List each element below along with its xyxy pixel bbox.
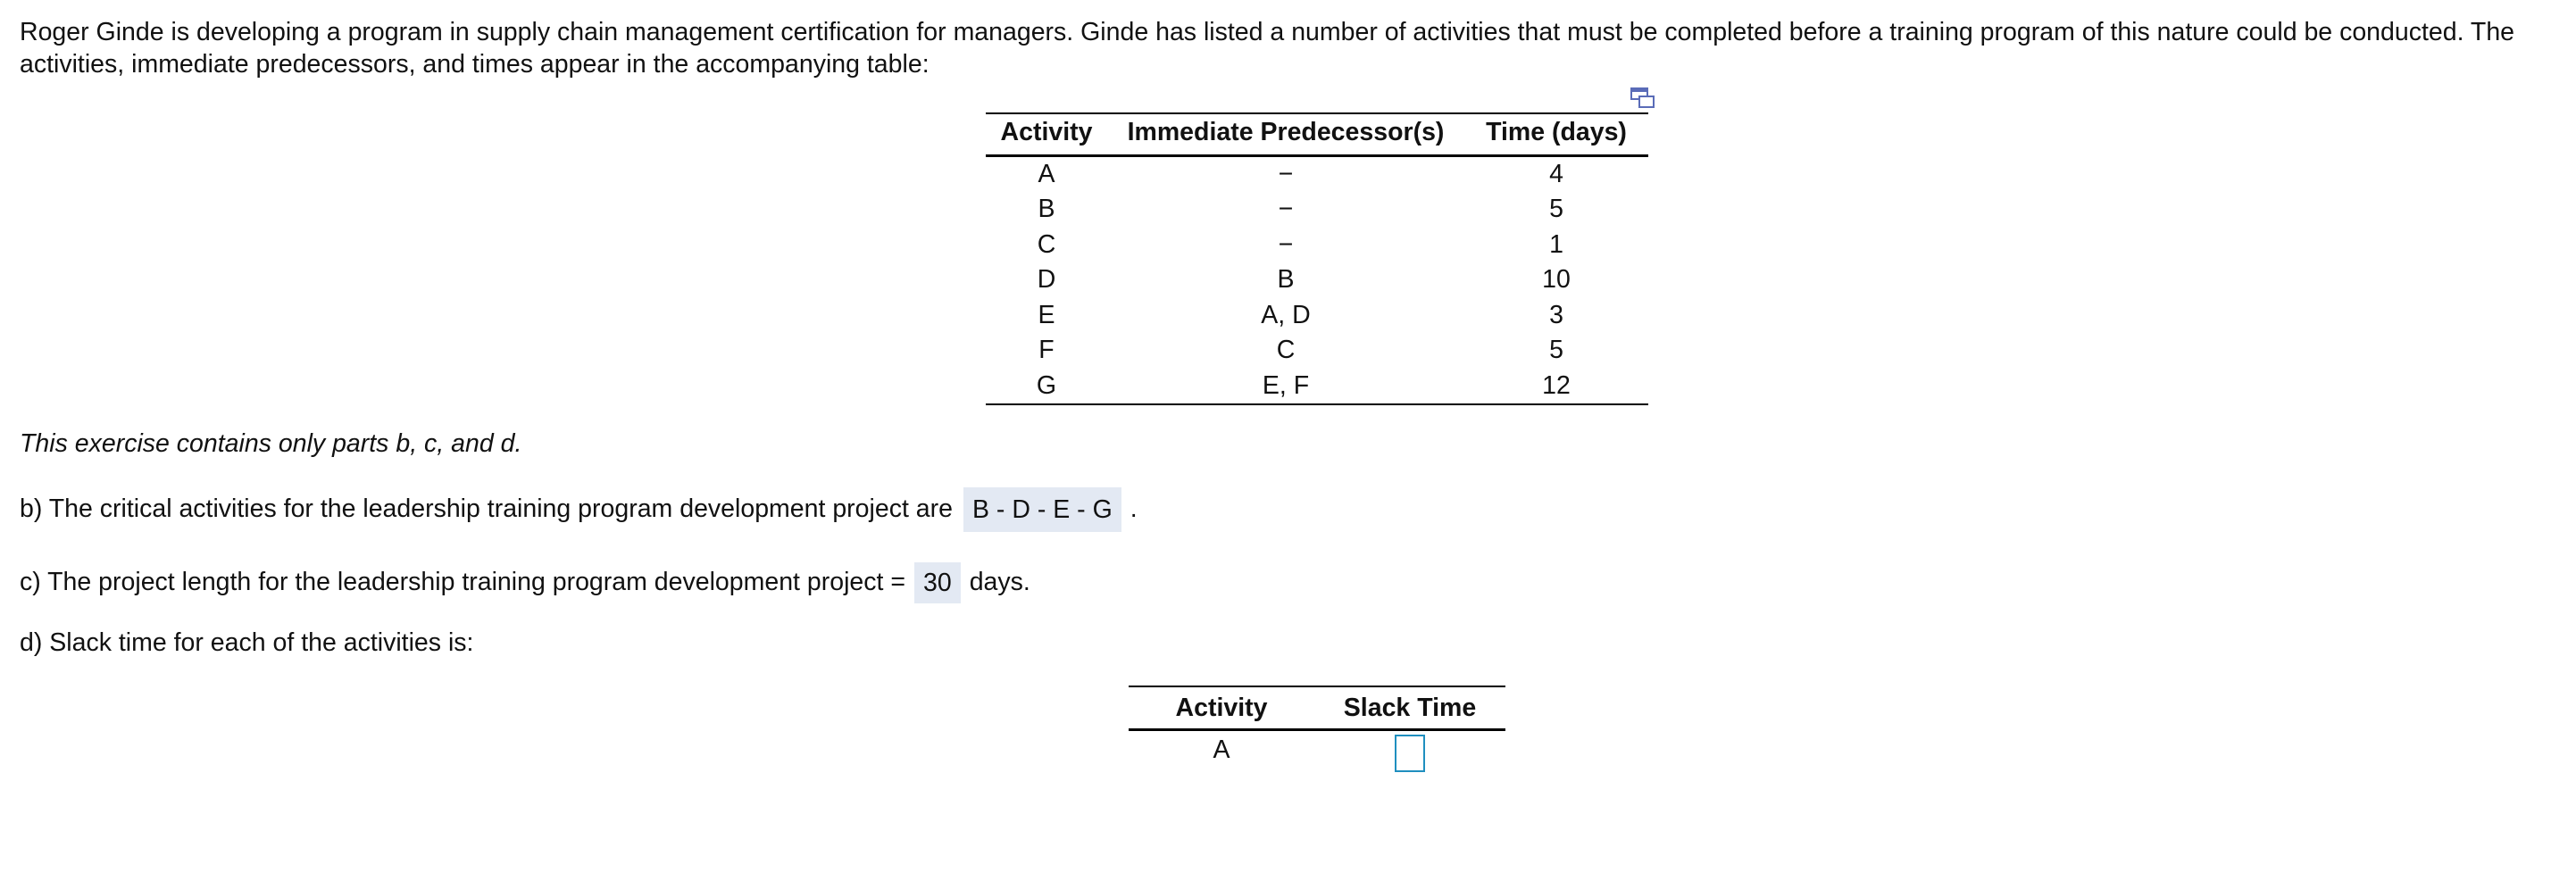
slack-header-slack-time: Slack Time [1314, 686, 1505, 729]
slack-activity-cell: A [1213, 735, 1230, 764]
table-row [1129, 729, 1505, 777]
slack-table-header-row [1129, 686, 1505, 729]
table-row [986, 333, 1648, 369]
table-row [986, 155, 1648, 192]
activity-cell: F [1038, 336, 1055, 365]
activity-table [986, 112, 1648, 405]
slack-time-cell [1314, 729, 1505, 777]
predecessor-cell: − [1278, 195, 1294, 224]
exercise-note: This exercise contains only parts b, c, and d. [20, 429, 522, 458]
activity-cell: E [1038, 300, 1055, 329]
predecessor-cell: − [1278, 159, 1294, 188]
copy-icon-graphic [1630, 87, 1655, 109]
part-b-suffix: . [1130, 495, 1138, 524]
predecessor-cell: C [1276, 336, 1296, 365]
activity-table-header-row [986, 113, 1648, 155]
predecessor-cell: B [1277, 265, 1295, 295]
time-cell: 3 [1549, 300, 1563, 329]
part-b-prefix: b) The critical activities for the leadership training program development project are [20, 495, 953, 524]
time-cell: 10 [1542, 265, 1571, 295]
activity-cell: C [1037, 229, 1056, 259]
time-cell: 5 [1549, 195, 1563, 224]
problem-intro: Roger Ginde is developing a program in supply chain management certification for managers. Ginde has listed a number of activities that must be completed before a training program of this nature could be conducted. The activities, immediate predecessors, and times appear in the accompanying table: [20, 18, 2515, 79]
table-row [986, 262, 1648, 298]
slack-table [1129, 686, 1505, 777]
time-cell: 12 [1464, 369, 1648, 405]
part-c-answer[interactable]: 30 [914, 562, 961, 603]
time-cell: 4 [1549, 159, 1563, 188]
part-c-prefix: c) The project length for the leadership training program development project = [20, 568, 905, 597]
activity-cell: A [1038, 159, 1055, 188]
part-c-question [20, 562, 1030, 603]
table-row [986, 228, 1648, 263]
slack-header-activity: Activity [1129, 686, 1314, 729]
activity-cell: B [1038, 195, 1055, 224]
time-cell: 5 [1549, 336, 1563, 365]
header-time: Time (days) [1464, 113, 1648, 155]
copy-table-icon[interactable] [1630, 86, 1655, 107]
table-row [986, 298, 1648, 334]
activity-cell: D [1037, 265, 1056, 295]
predecessor-cell: E, F [1107, 369, 1464, 405]
header-activity: Activity [986, 113, 1107, 155]
slack-time-input[interactable] [1395, 735, 1425, 772]
activity-cell: G [986, 369, 1107, 405]
table-row [986, 192, 1648, 228]
predecessor-cell: − [1278, 229, 1294, 259]
time-cell: 1 [1549, 229, 1563, 259]
part-b-answer[interactable]: B - D - E - G [963, 487, 1121, 532]
predecessor-cell: A, D [1261, 300, 1311, 329]
header-predecessors: Immediate Predecessor(s) [1107, 113, 1464, 155]
table-row [986, 369, 1648, 405]
part-c-suffix: days. [969, 568, 1030, 597]
part-b-question [20, 487, 1138, 532]
part-d-question: d) Slack time for each of the activities is: [20, 628, 474, 657]
